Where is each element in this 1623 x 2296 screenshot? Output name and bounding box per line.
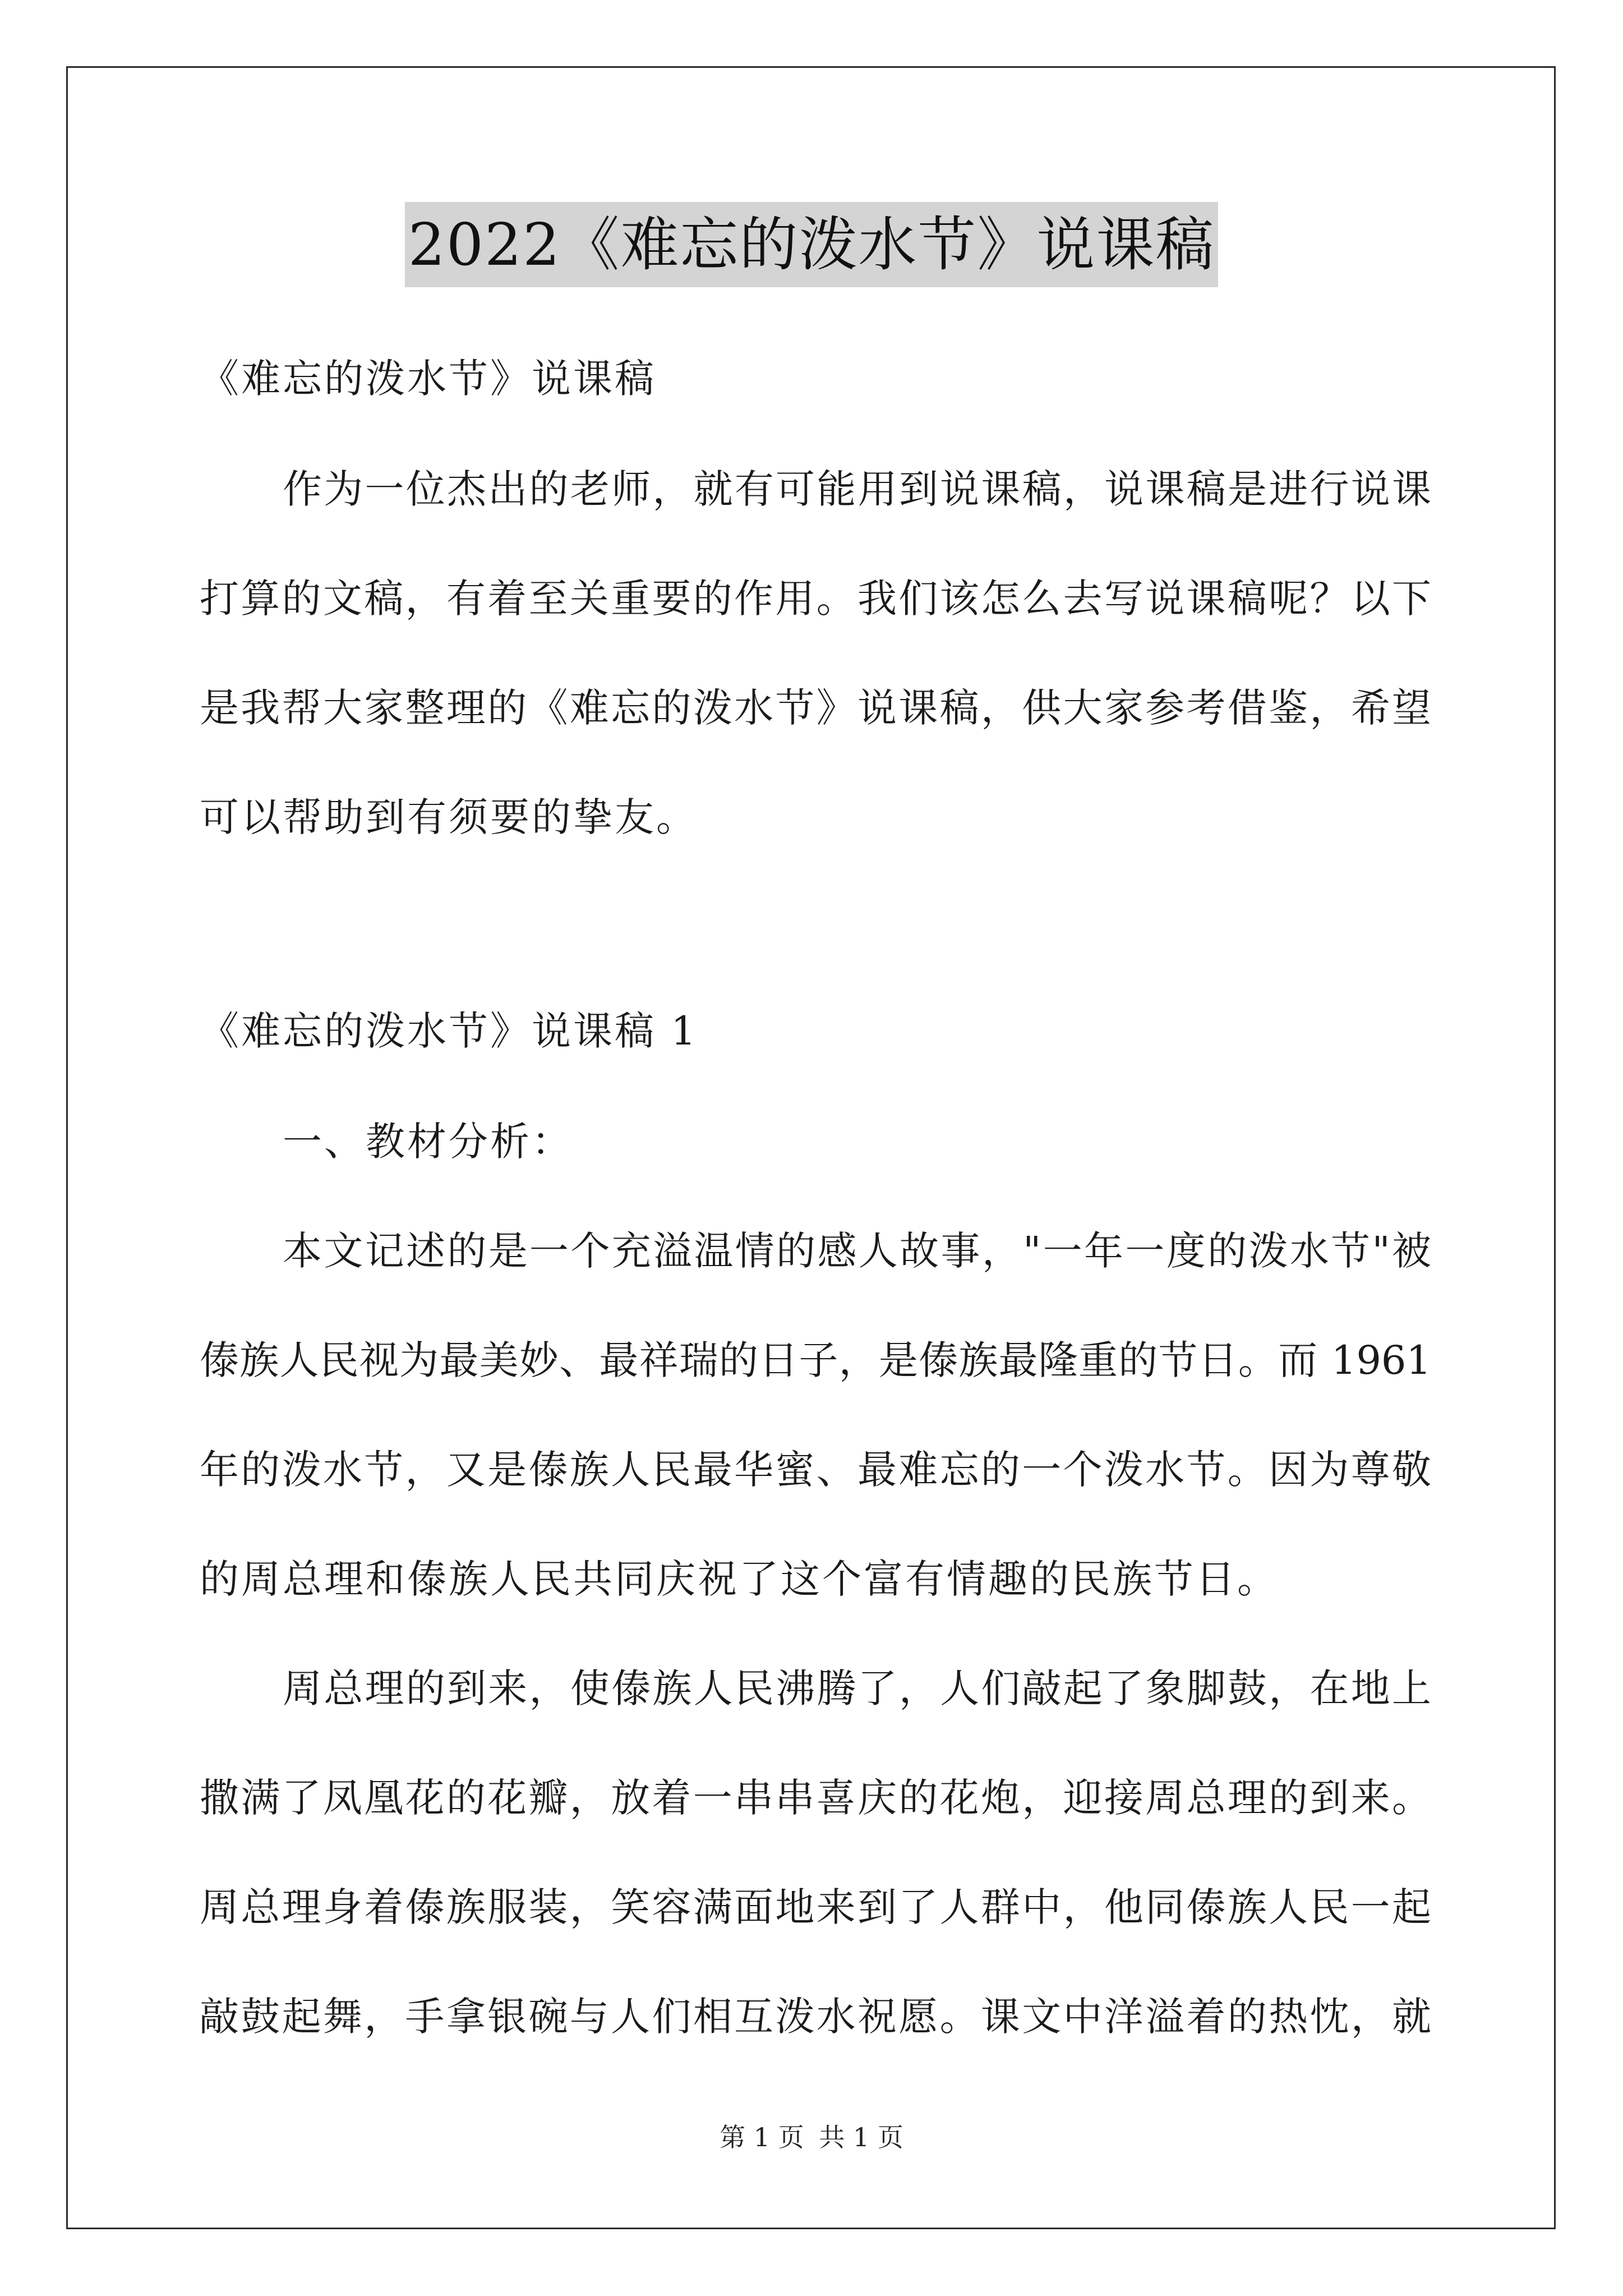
part-heading: 一、教材分析： — [283, 1119, 573, 1165]
page-number: 第 1 页 — [720, 2122, 804, 2152]
title-container — [0, 202, 1623, 287]
paragraph-line: 周总理身着傣族服装，笑容满面地来到了人群中，他同傣族人民一起 — [200, 1884, 1431, 1930]
document-title: 2022《难忘的泼水节》说课稿 — [405, 202, 1219, 287]
subtitle: 《难忘的泼水节》说课稿 — [200, 356, 656, 402]
paragraph-line: 撒满了凤凰花的花瓣，放着一串串喜庆的花炮，迎接周总理的到来。 — [200, 1775, 1431, 1821]
intro-line: 可以帮助到有须要的挚友。 — [200, 794, 698, 840]
paragraph-line: 年的泼水节，又是傣族人民最华蜜、最难忘的一个泼水节。因为尊敬 — [200, 1447, 1431, 1493]
intro-line: 是我帮大家整理的《难忘的泼水节》说课稿，供大家参考借鉴，希望 — [200, 685, 1431, 731]
section-heading: 《难忘的泼水节》说课稿 1 — [200, 1008, 698, 1054]
paragraph-line: 敲鼓起舞，手拿银碗与人们相互泼水祝愿。课文中洋溢着的热忱，就 — [200, 1994, 1431, 2040]
paragraph-line: 周总理的到来，使傣族人民沸腾了，人们敲起了象脚鼓，在地上 — [283, 1665, 1431, 1711]
intro-line: 打算的文稿，有着至关重要的作用。我们该怎么去写说课稿呢？以下 — [200, 576, 1431, 622]
paragraph-line: 本文记述的是一个充溢温情的感人故事，"一年一度的泼水节"被 — [283, 1228, 1431, 1274]
page-footer — [0, 2120, 1623, 2154]
paragraph-line: 的周总理和傣族人民共同庆祝了这个富有情趣的民族节日。 — [200, 1556, 1279, 1602]
paragraph-line: 傣族人民视为最美妙、最祥瑞的日子，是傣族最隆重的节日。而 1961 — [200, 1337, 1431, 1383]
intro-line: 作为一位杰出的老师，就有可能用到说课稿，说课稿是进行说课 — [283, 466, 1431, 512]
page-total: 共 1 页 — [819, 2122, 903, 2152]
